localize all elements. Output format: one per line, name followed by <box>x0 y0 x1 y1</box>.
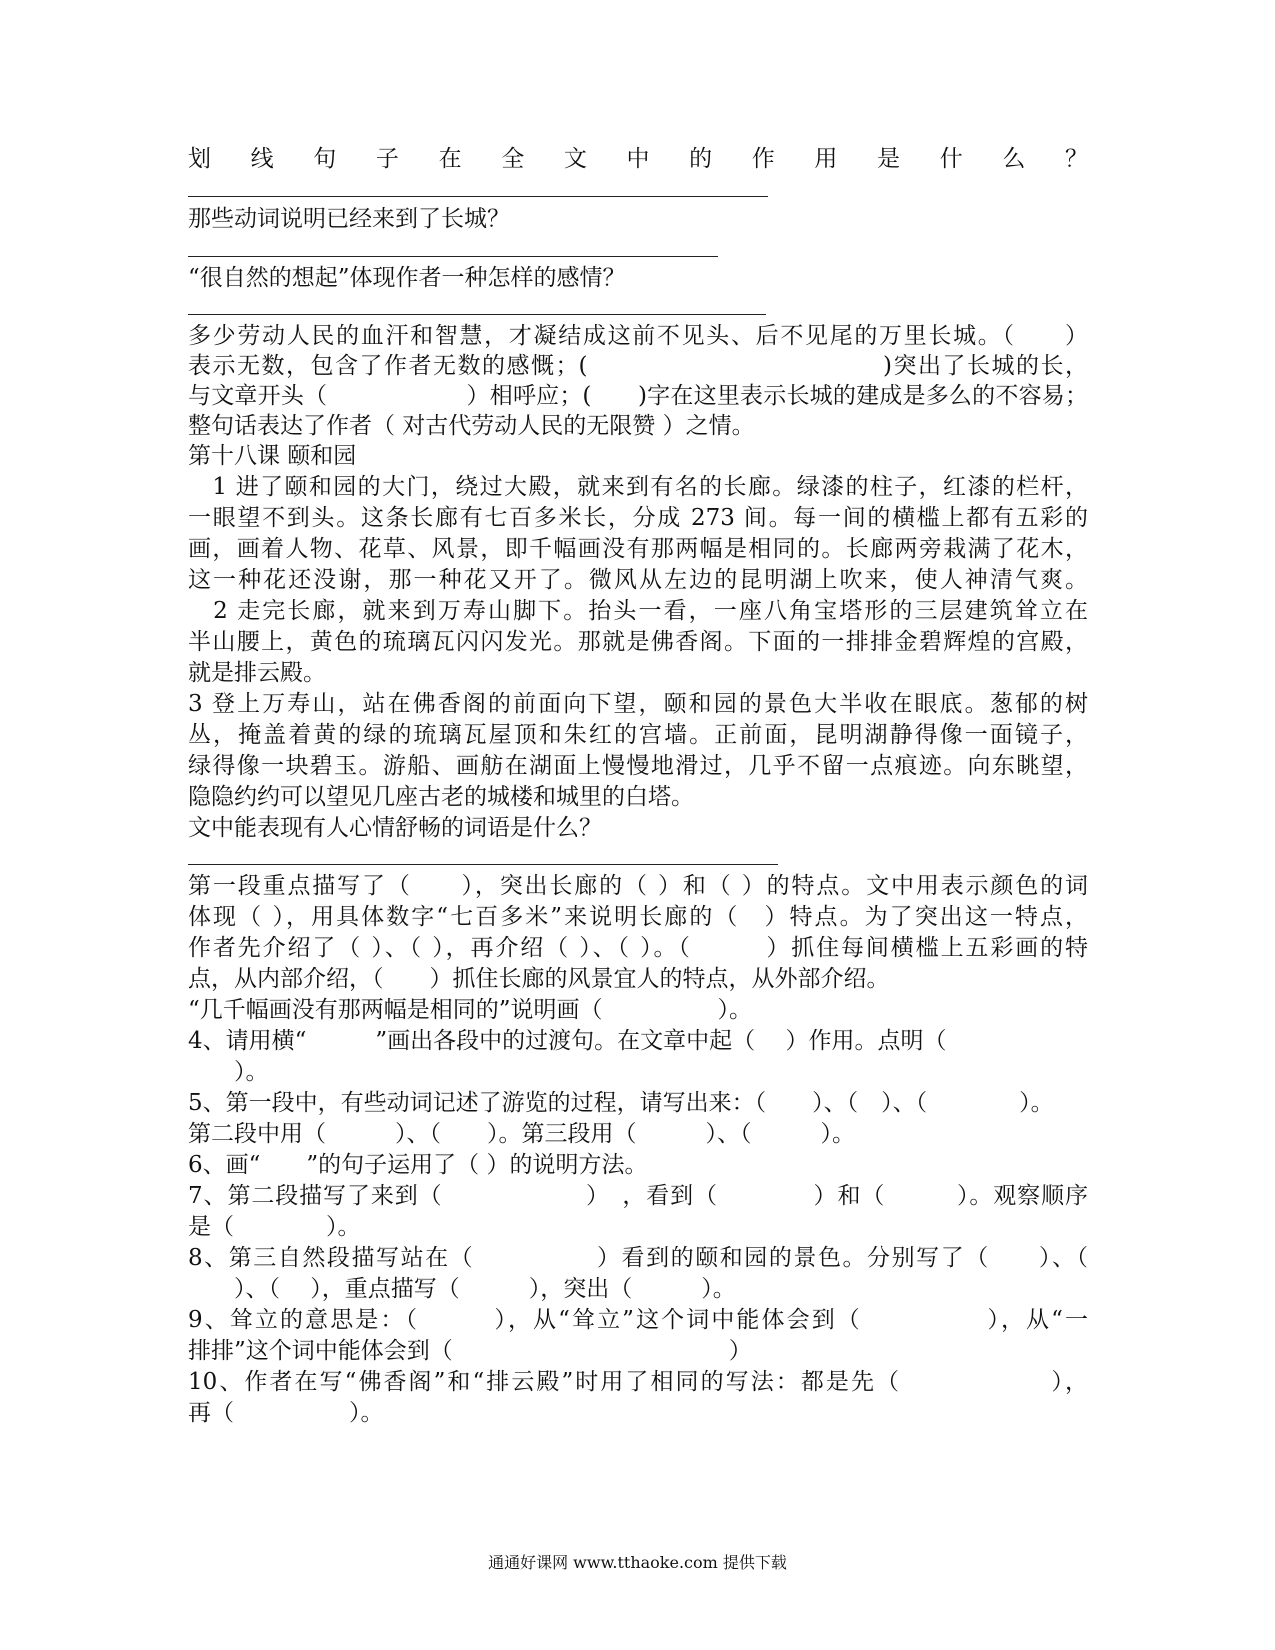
spaced-char: 句 <box>313 146 337 172</box>
passage-line-15: 3 登上万寿山，站在佛香阁的前面向下望，颐和园的景色大半收在眼底。葱郁的树 <box>188 691 1088 717</box>
spaced-char: 的 <box>689 146 713 172</box>
passage-line-10: 画，画着人物、花草、风景，即千幅画没有那两幅是相同的。长廊两旁栽满了花木， <box>188 536 1088 562</box>
question-line-19: 文中能表现有人心情舒畅的词语是什么？ <box>188 815 602 841</box>
question-line-34: 9、耸立的意思是：（ ），从“耸立”这个词中能体会到（ ），从“一 <box>188 1307 1088 1333</box>
question-line-22: 作者先介绍了（ ）、（ ），再介绍（ ）、（ ）。（ ）抓住每间横槛上五彩画的特 <box>188 935 1088 961</box>
question-line-23: 点，从内部介绍，（ ）抓住长廊的风景宜人的特点，从外部介绍。 <box>188 966 890 992</box>
passage-line-17: 绿得像一块碧玉。游船、画舫在湖面上慢慢地滑过，几乎不留一点痕迹。向东眺望， <box>188 753 1088 779</box>
question-line-0-text <box>188 143 1088 175</box>
text-line-5: 与文章开头（ ）相呼应；( )字在这里表示长城的建成是多么的不容易； <box>188 383 1088 409</box>
passage-line-16: 丛，掩盖着黄的绿的琉璃瓦屋顶和朱红的宫墙。正前面，昆明湖静得像一面镜子， <box>188 722 1088 748</box>
question-line-20: 第一段重点描写了（ ），突出长廊的（ ）和（ ）的特点。文中用表示颜色的词 <box>188 873 1088 899</box>
question-line-25: 4、请用横“ ”画出各段中的过渡句。在文章中起（ ）作用。点明（ <box>188 1028 947 1054</box>
spaced-char: 作 <box>751 146 775 172</box>
question-line-35: 排排”这个词中能体会到（ ） <box>188 1338 752 1364</box>
text-line-6: 整句话表达了作者（ 对古代劳动人民的无限赞 ）之情。 <box>188 413 755 439</box>
spaced-char: 全 <box>501 146 525 172</box>
question-line-28: 第二段中用（ ）、（ ）。第三段用（ ）、（ ）。 <box>188 1121 855 1147</box>
question-line-27: 5、第一段中，有些动词记述了游览的过程，请写出来：（ ）、（ ）、（ ）。 <box>188 1090 1054 1116</box>
footer-download-note: 通通好课网 www.tthaoke.com 提供下载 <box>488 1553 787 1572</box>
question-line-37: 再（ ）。 <box>188 1400 384 1426</box>
spaced-char: 用 <box>814 146 838 172</box>
question-line-21: 体现（ ），用具体数字“七百多米”来说明长廊的（ ）特点。为了突出这一特点， <box>188 904 1088 930</box>
passage-line-18: 隐隐约约可以望见几座古老的城楼和城里的白塔。 <box>188 784 694 810</box>
passage-line-8: 1 进了颐和园的大门，绕过大殿，就来到有名的长廊。绿漆的柱子，红漆的栏杆， <box>188 474 1088 500</box>
spaced-char: 中 <box>626 146 650 172</box>
spaced-char: 划 <box>188 146 211 172</box>
question-line-26: ）。 <box>188 1059 269 1085</box>
spaced-char: 么 <box>1002 146 1026 172</box>
text-line-4: 表示无数，包含了作者无数的感慨；( )突出了长城的长， <box>188 353 1088 379</box>
question-line-29: 6、画“ ”的句子运用了（ ）的说明方法。 <box>188 1152 648 1178</box>
spaced-char: ？ <box>1064 146 1088 172</box>
answer-blank-line <box>188 196 768 197</box>
question-line-31: 是（ ）。 <box>188 1214 361 1240</box>
passage-line-9: 一眼望不到头。这条长廊有七百多米长，分成 273 间。每一间的横槛上都有五彩的 <box>188 505 1088 531</box>
answer-blank-line <box>188 314 766 315</box>
question-line-32: 8、第三自然段描写站在（ ）看到的颐和园的景色。分别写了（ ）、（ <box>188 1245 1088 1271</box>
passage-line-13: 半山腰上，黄色的琉璃瓦闪闪发光。那就是佛香阁。下面的一排排金碧辉煌的宫殿， <box>188 629 1088 655</box>
spaced-char: 线 <box>250 146 274 172</box>
question-line-2: “很自然的想起”体现作者一种怎样的感情？ <box>188 265 626 291</box>
spaced-char: 是 <box>877 146 901 172</box>
question-line-24: “几千幅画没有那两幅是相同的”说明画（ ）。 <box>188 997 753 1023</box>
spaced-char: 子 <box>375 146 399 172</box>
lesson-title: 第十八课 颐和园 <box>188 443 357 469</box>
question-line-1: 那些动词说明已经来到了长城？ <box>188 206 510 232</box>
question-line-30: 7、第二段描写了来到（ ） ，看到（ ）和（ ）。观察顺序 <box>188 1183 1088 1209</box>
answer-blank-line <box>188 256 718 257</box>
spaced-char: 什 <box>939 146 963 172</box>
question-line-0 <box>188 143 1088 175</box>
passage-line-11: 这一种花还没谢，那一种花又开了。微风从左边的昆明湖上吹来，使人神清气爽。 <box>188 567 1088 593</box>
passage-line-14: 就是排云殿。 <box>188 660 326 686</box>
spaced-char: 文 <box>563 146 587 172</box>
passage-line-12: 2 走完长廊，就来到万寿山脚下。抬头一看，一座八角宝塔形的三层建筑耸立在 <box>188 598 1088 624</box>
question-line-36: 10、作者在写“佛香阁”和“排云殿”时用了相同的写法：都是先（ ）， <box>188 1369 1088 1395</box>
answer-blank-line <box>188 864 778 865</box>
text-line-3: 多少劳动人民的血汗和智慧，才凝结成这前不见头、后不见尾的万里长城。（ ） <box>188 323 1088 349</box>
spaced-char: 在 <box>438 146 462 172</box>
question-line-33: ）、（ ），重点描写（ ），突出（ ）。 <box>188 1276 736 1302</box>
